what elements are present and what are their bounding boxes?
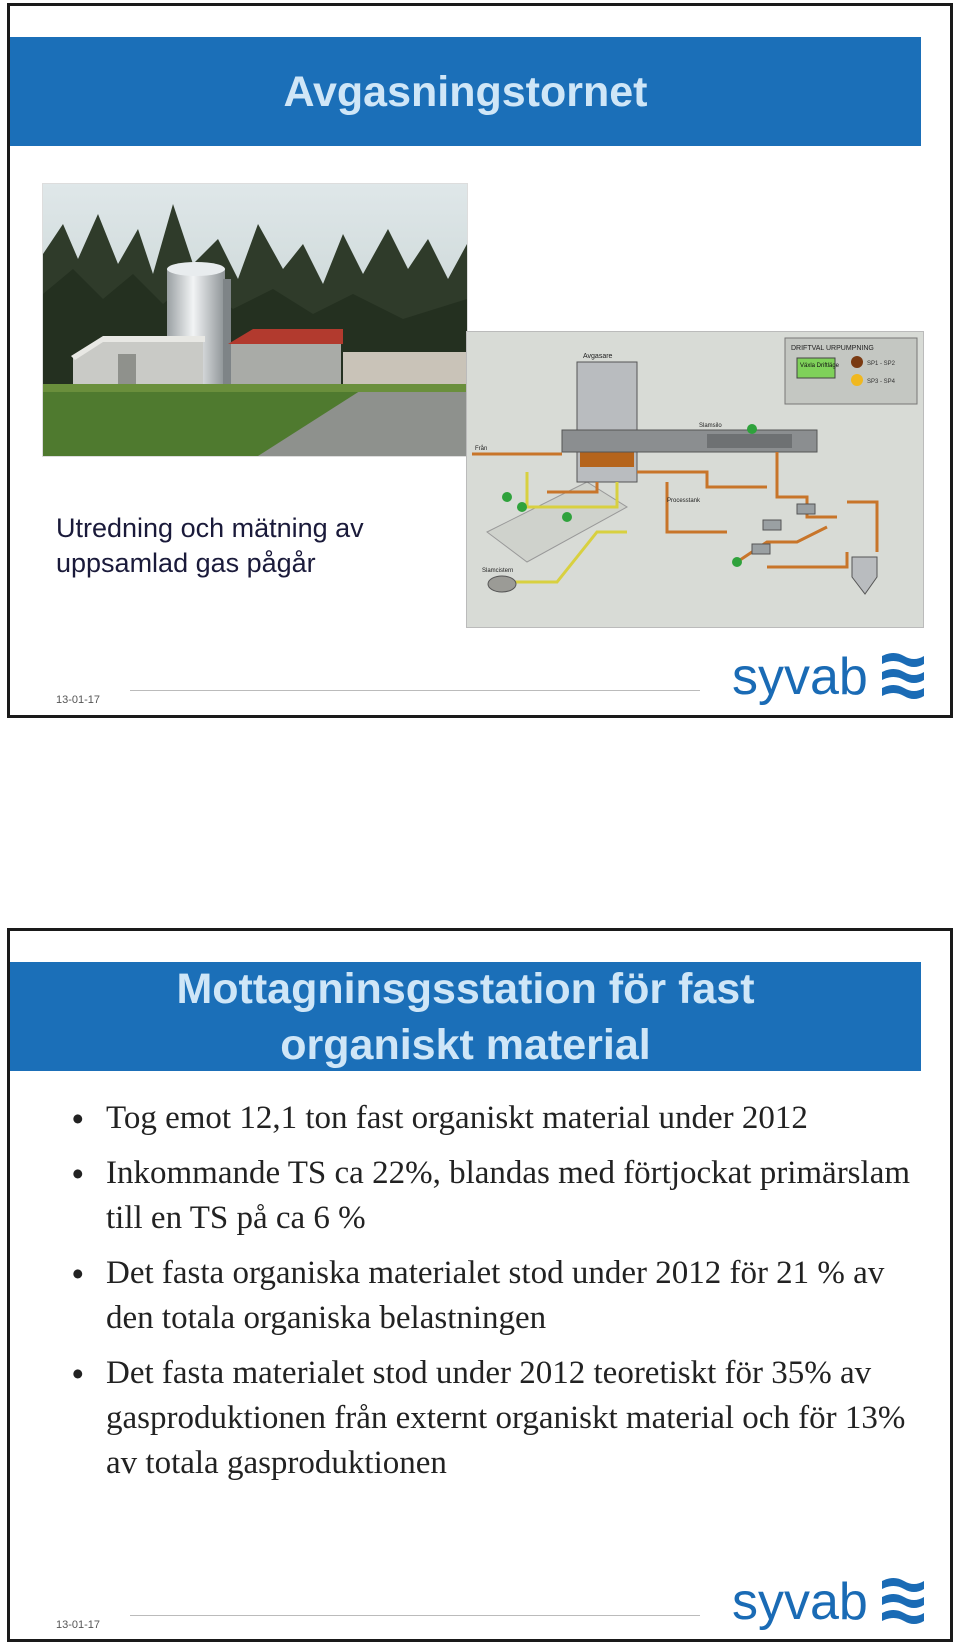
slide-title	[10, 962, 921, 1071]
slide-title	[10, 37, 921, 146]
bullet-text: Inkommande TS ca 22%, blandas med förtjockat primärslam till en TS på ca 6 %	[106, 1155, 911, 1236]
bullet-text: Det fasta organiska materialet stod under 2012 för 21 % av den totala organiska belastningen	[106, 1255, 885, 1336]
tower-photo	[42, 183, 468, 457]
sludge-cistern-label: Slamcistern	[482, 568, 514, 574]
slide-title-text: Avgasningstornet	[283, 67, 648, 116]
slide-date: 13-01-17	[56, 694, 101, 706]
process-diagram-illustration	[467, 332, 923, 627]
from-label: Från	[475, 446, 488, 452]
bullet-text: Det fasta materialet stod under 2012 teoretiskt för 35% av gasproduktionen från externt organiskt material och för 13% av totala gasproduktionen	[106, 1355, 906, 1481]
waves-icon	[882, 1578, 924, 1624]
bullet-item	[72, 1096, 912, 1141]
status-lamp-sp12	[851, 356, 863, 368]
bullet-item	[72, 1251, 912, 1341]
caption-text	[56, 511, 436, 581]
bullet-item	[72, 1151, 912, 1241]
status-lamp-sp34	[851, 374, 863, 386]
slide-title-line-1: Mottagninsgsstation för fast	[176, 964, 755, 1013]
panel-switch-button: Växla Driftläge	[800, 363, 840, 369]
tower-photo-illustration	[43, 184, 467, 456]
slide-date: 13-01-17	[56, 1619, 101, 1631]
panel-option-2: SP3 - SP4	[867, 379, 896, 385]
caption-line-1: Utredning och mätning av	[56, 513, 364, 543]
bullet-icon: •	[72, 1100, 84, 1137]
slide-mottagningsstation	[7, 928, 953, 1642]
bullet-icon: •	[72, 1255, 84, 1292]
bullet-icon: •	[72, 1155, 84, 1192]
caption-line-2: uppsamlad gas pågår	[56, 548, 316, 578]
syvab-logo	[732, 1569, 927, 1639]
slide-title-line-2: organiskt material	[280, 1020, 651, 1069]
waves-icon	[882, 653, 924, 699]
tower-label: Avgasare	[583, 353, 613, 360]
process-tank-label: Processtank	[667, 498, 701, 504]
sludge-silo-label: Slamsilo	[699, 423, 722, 429]
bullet-text: Tog emot 12,1 ton fast organiskt material under 2012	[106, 1100, 808, 1136]
bullet-item	[72, 1351, 912, 1486]
footer-divider	[130, 690, 700, 691]
syvab-logo	[732, 644, 927, 714]
panel-title: DRIFTVAL URPUMPNING	[791, 345, 874, 352]
panel-option-1: SP1 - SP2	[867, 361, 896, 367]
footer-divider	[130, 1615, 700, 1616]
bullet-list	[72, 1096, 912, 1496]
logo-wordmark: syvab	[732, 648, 868, 706]
logo-wordmark: syvab	[732, 1573, 868, 1631]
bullet-icon: •	[72, 1355, 84, 1392]
slide-avgasningstornet	[7, 3, 953, 718]
process-diagram-screenshot	[466, 331, 924, 628]
